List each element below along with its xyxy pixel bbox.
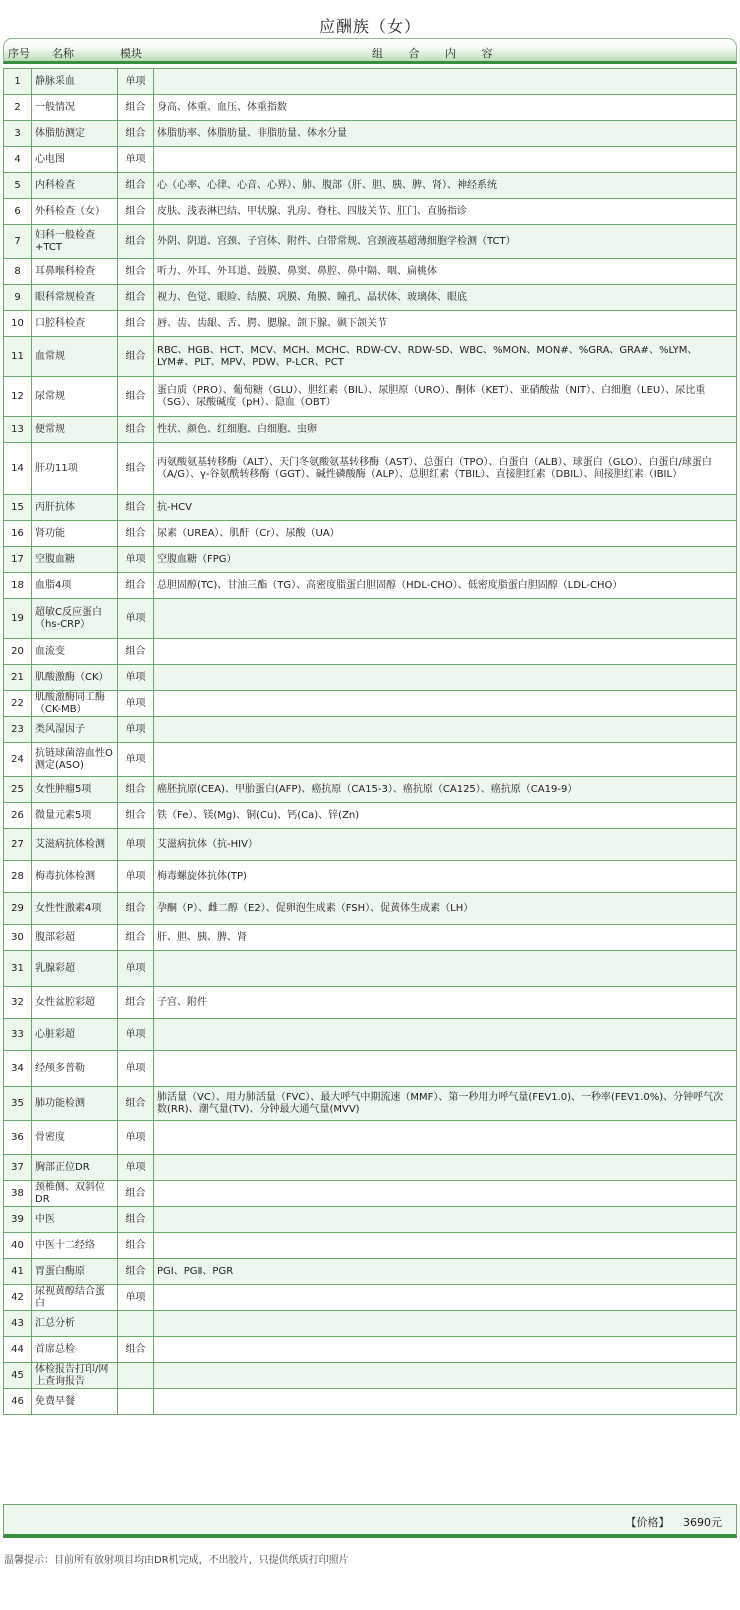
table-row (4, 599, 737, 639)
cell-content: 视力、色觉、眼睑、结膜、巩膜、角膜、瞳孔、晶状体、玻璃体、眼底 (154, 285, 737, 311)
cell-name: 空腹血糖 (32, 547, 118, 573)
cell-name: 尿常规 (32, 377, 118, 417)
table-row (4, 1207, 737, 1233)
cell-content (154, 147, 737, 173)
cell-no: 19 (4, 599, 32, 639)
table-row (4, 547, 737, 573)
cell-no: 14 (4, 443, 32, 495)
cell-type: 组合 (118, 259, 154, 285)
table-row (4, 311, 737, 337)
cell-no: 37 (4, 1155, 32, 1181)
header-no: 序号 (8, 47, 30, 60)
cell-name: 类风湿因子 (32, 717, 118, 743)
cell-no: 46 (4, 1389, 32, 1415)
cell-type: 组合 (118, 803, 154, 829)
cell-content: 蛋白质（PRO）、葡萄糖（GLU）、胆红素（BIL）、尿胆原（URO）、酮体（KET）、亚硝酸盐（NIT）、白细胞（LEU）、尿比重（SG）、尿酸碱度（pH）、隐血（OBT） (154, 377, 737, 417)
cell-type: 单项 (118, 1285, 154, 1311)
cell-name: 血流变 (32, 639, 118, 665)
cell-type: 组合 (118, 417, 154, 443)
cell-no: 45 (4, 1363, 32, 1389)
cell-name: 颈椎侧、双斜位DR (32, 1181, 118, 1207)
cell-name: 血脂4项 (32, 573, 118, 599)
cell-name: 胃蛋白酶原 (32, 1259, 118, 1285)
cell-no: 34 (4, 1051, 32, 1087)
cell-no: 4 (4, 147, 32, 173)
cell-type: 单项 (118, 691, 154, 717)
cell-content (154, 717, 737, 743)
cell-no: 17 (4, 547, 32, 573)
table-row (4, 1233, 737, 1259)
table-row (4, 147, 737, 173)
cell-no: 26 (4, 803, 32, 829)
cell-type: 组合 (118, 521, 154, 547)
cell-content (154, 691, 737, 717)
cell-no: 8 (4, 259, 32, 285)
cell-content: 子宫、附件 (154, 987, 737, 1019)
table-row (4, 665, 737, 691)
cell-content: 总胆固醇(TC)、甘油三酯（TG）、高密度脂蛋白胆固醇（HDL-CHO）、低密度脂蛋白胆固醇（LDL-CHO） (154, 573, 737, 599)
cell-type: 组合 (118, 173, 154, 199)
cell-no: 24 (4, 743, 32, 777)
cell-content (154, 1363, 737, 1389)
cell-name: 微量元素5项 (32, 803, 118, 829)
cell-content (154, 951, 737, 987)
cell-name: 梅毒抗体检测 (32, 861, 118, 893)
table-row (4, 173, 737, 199)
cell-content (154, 69, 737, 95)
table-row (4, 829, 737, 861)
cell-content: 丙氨酸氨基转移酶（ALT）、天门冬氨酸氨基转移酶（AST）、总蛋白（TPO）、白蛋白（ALB）、球蛋白（GLO）、白蛋白/球蛋白（A/G）、γ-谷氨酰转移酶（GGT）、碱性磷酸酶（ALP）、总胆红素（TBIL）、直接胆红素（DBIL）、间接胆红素（IBIL） (154, 443, 737, 495)
cell-content: 抗-HCV (154, 495, 737, 521)
cell-no: 23 (4, 717, 32, 743)
cell-content: 外阴、阴道、宫颈、子宫体、附件、白带常规、宫颈液基超薄细胞学检测（TCT） (154, 225, 737, 259)
cell-content (154, 1337, 737, 1363)
table-row (4, 495, 737, 521)
table-row (4, 199, 737, 225)
table-row (4, 639, 737, 665)
cell-content: 肺活量（VC）、用力肺活量（FVC）、最大呼气中期流速（MMF）、第一秒用力呼气量(FEV1.0)、一秒率(FEV1.0%)、分钟呼气次数(RR)、潮气量(TV)、分钟最大通气量(MVV) (154, 1087, 737, 1121)
cell-name: 乳腺彩超 (32, 951, 118, 987)
cell-type: 组合 (118, 337, 154, 377)
cell-type: 组合 (118, 573, 154, 599)
cell-name: 骨密度 (32, 1121, 118, 1155)
cell-type: 单项 (118, 665, 154, 691)
cell-type: 组合 (118, 1259, 154, 1285)
header-content: 组 合 内 容 (372, 47, 493, 60)
cell-type: 组合 (118, 1337, 154, 1363)
cell-content (154, 1389, 737, 1415)
cell-content: RBC、HGB、HCT、MCV、MCH、MCHC、RDW-CV、RDW-SD、WBC、%MON、MON#、%GRA、GRA#、%LYM、LYM#、PLT、MPV、PDW、P-LCR、PCT (154, 337, 737, 377)
table-row (4, 285, 737, 311)
cell-name: 超敏C反应蛋白（hs-CRP） (32, 599, 118, 639)
cell-no: 31 (4, 951, 32, 987)
cell-name: 丙肝抗体 (32, 495, 118, 521)
cell-type (118, 1389, 154, 1415)
table-row (4, 925, 737, 951)
cell-no: 2 (4, 95, 32, 121)
cell-content: 空腹血糖（FPG） (154, 547, 737, 573)
cell-type: 组合 (118, 95, 154, 121)
cell-name: 肌酸激酶（CK） (32, 665, 118, 691)
cell-name: 妇科一般检查+TCT (32, 225, 118, 259)
cell-name: 耳鼻喉科检查 (32, 259, 118, 285)
table-row (4, 987, 737, 1019)
cell-no: 25 (4, 777, 32, 803)
table-row (4, 521, 737, 547)
header-name: 名称 (52, 47, 74, 60)
table-row (4, 1311, 737, 1337)
cell-type (118, 1311, 154, 1337)
cell-content (154, 1207, 737, 1233)
table-row (4, 1259, 737, 1285)
cell-type: 组合 (118, 987, 154, 1019)
table-row (4, 717, 737, 743)
cell-content (154, 1051, 737, 1087)
cell-content: PGⅠ、PGⅡ、PGR (154, 1259, 737, 1285)
cell-type: 单项 (118, 1019, 154, 1051)
cell-no: 42 (4, 1285, 32, 1311)
cell-name: 一般情况 (32, 95, 118, 121)
cell-name: 眼科常规检查 (32, 285, 118, 311)
cell-no: 40 (4, 1233, 32, 1259)
table-row (4, 777, 737, 803)
table-row (4, 417, 737, 443)
cell-content (154, 599, 737, 639)
cell-name: 肝功11项 (32, 443, 118, 495)
cell-no: 11 (4, 337, 32, 377)
cell-no: 5 (4, 173, 32, 199)
package-table (3, 68, 737, 1415)
table-row (4, 743, 737, 777)
header-type: 模块 (120, 47, 142, 60)
cell-name: 肾功能 (32, 521, 118, 547)
cell-no: 12 (4, 377, 32, 417)
table-row (4, 377, 737, 417)
cell-name: 肌酸激酶同工酶（CK-MB） (32, 691, 118, 717)
table-row (4, 1363, 737, 1389)
cell-no: 7 (4, 225, 32, 259)
cell-name: 心脏彩超 (32, 1019, 118, 1051)
cell-no: 3 (4, 121, 32, 147)
cell-type: 组合 (118, 1233, 154, 1259)
cell-name: 中医十二经络 (32, 1233, 118, 1259)
cell-no: 28 (4, 861, 32, 893)
price (626, 1514, 723, 1530)
cell-name: 静脉采血 (32, 69, 118, 95)
table-row (4, 337, 737, 377)
cell-no: 44 (4, 1337, 32, 1363)
cell-type: 组合 (118, 377, 154, 417)
cell-no: 10 (4, 311, 32, 337)
cell-name: 血常规 (32, 337, 118, 377)
cell-no: 21 (4, 665, 32, 691)
cell-type: 单项 (118, 1051, 154, 1087)
cell-name: 口腔科检查 (32, 311, 118, 337)
cell-type: 组合 (118, 199, 154, 225)
cell-no: 36 (4, 1121, 32, 1155)
cell-name: 抗链球菌溶血性O测定(ASO) (32, 743, 118, 777)
cell-type: 组合 (118, 1087, 154, 1121)
cell-no: 43 (4, 1311, 32, 1337)
table-row (4, 69, 737, 95)
cell-content: 唇、齿、齿龈、舌、腭、腮腺、颌下腺、颞下颌关节 (154, 311, 737, 337)
cell-content: 体脂肪率、体脂肪量、非脂肪量、体水分量 (154, 121, 737, 147)
cell-type: 单项 (118, 951, 154, 987)
cell-type: 组合 (118, 495, 154, 521)
cell-no: 35 (4, 1087, 32, 1121)
table-row (4, 1121, 737, 1155)
cell-content: 尿素（UREA）、肌酐（Cr）、尿酸（UA） (154, 521, 737, 547)
table-row (4, 1389, 737, 1415)
cell-type: 组合 (118, 285, 154, 311)
cell-name: 女性肿瘤5项 (32, 777, 118, 803)
cell-no: 33 (4, 1019, 32, 1051)
cell-no: 27 (4, 829, 32, 861)
table-row (4, 1337, 737, 1363)
cell-no: 16 (4, 521, 32, 547)
cell-no: 32 (4, 987, 32, 1019)
cell-content (154, 1285, 737, 1311)
cell-name: 外科检查（女） (32, 199, 118, 225)
cell-name: 尿视黄醇结合蛋白 (32, 1285, 118, 1311)
cell-content (154, 1155, 737, 1181)
table-header-bar (3, 38, 737, 64)
cell-type: 单项 (118, 69, 154, 95)
cell-no: 15 (4, 495, 32, 521)
cell-type: 单项 (118, 147, 154, 173)
cell-type: 单项 (118, 717, 154, 743)
cell-name: 汇总分析 (32, 1311, 118, 1337)
cell-no: 41 (4, 1259, 32, 1285)
cell-type: 组合 (118, 225, 154, 259)
table-row (4, 691, 737, 717)
cell-type: 组合 (118, 311, 154, 337)
table-row (4, 225, 737, 259)
cell-no: 39 (4, 1207, 32, 1233)
cell-no: 9 (4, 285, 32, 311)
cell-type (118, 1363, 154, 1389)
cell-content (154, 743, 737, 777)
cell-type: 单项 (118, 861, 154, 893)
cell-name: 腹部彩超 (32, 925, 118, 951)
cell-content (154, 1311, 737, 1337)
cell-name: 女性性激素4项 (32, 893, 118, 925)
cell-content: 艾滋病抗体（抗-HIV） (154, 829, 737, 861)
table-row (4, 443, 737, 495)
cell-content: 性状、颜色、红细胞、白细胞、虫卵 (154, 417, 737, 443)
cell-content: 肝、胆、胰、脾、肾 (154, 925, 737, 951)
cell-type: 组合 (118, 925, 154, 951)
cell-content (154, 1019, 737, 1051)
cell-type: 组合 (118, 777, 154, 803)
cell-name: 便常规 (32, 417, 118, 443)
table-row (4, 803, 737, 829)
cell-name: 体脂肪测定 (32, 121, 118, 147)
cell-name: 肺功能检测 (32, 1087, 118, 1121)
table-row (4, 1285, 737, 1311)
cell-no: 18 (4, 573, 32, 599)
cell-no: 22 (4, 691, 32, 717)
cell-name: 内科检查 (32, 173, 118, 199)
cell-content: 癌胚抗原(CEA)、甲胎蛋白(AFP)、癌抗原（CA15-3）、癌抗原（CA125）、癌抗原（CA19-9） (154, 777, 737, 803)
price-label: 【价格】 (625, 1516, 670, 1529)
cell-type: 单项 (118, 743, 154, 777)
cell-content: 梅毒螺旋体抗体(TP) (154, 861, 737, 893)
cell-name: 心电图 (32, 147, 118, 173)
cell-name: 女性盆腔彩超 (32, 987, 118, 1019)
table-row (4, 951, 737, 987)
cell-content: 皮肤、浅表淋巴结、甲状腺、乳房、脊柱、四肢关节、肛门、直肠指诊 (154, 199, 737, 225)
table-row (4, 1181, 737, 1207)
table-row (4, 893, 737, 925)
cell-name: 经颅多普勒 (32, 1051, 118, 1087)
footnote: 温馨提示：目前所有放射项目均由DR机完成，不出胶片，只提供纸质打印照片 (4, 1555, 349, 1566)
cell-name: 中医 (32, 1207, 118, 1233)
table-row (4, 1019, 737, 1051)
cell-content (154, 1233, 737, 1259)
cell-content (154, 639, 737, 665)
table-row (4, 1155, 737, 1181)
cell-no: 20 (4, 639, 32, 665)
price-bar (3, 1504, 737, 1538)
cell-content (154, 1181, 737, 1207)
table-row (4, 1051, 737, 1087)
table-row (4, 95, 737, 121)
cell-content (154, 665, 737, 691)
table-row (4, 1087, 737, 1121)
cell-type: 单项 (118, 1121, 154, 1155)
cell-type: 单项 (118, 599, 154, 639)
cell-content: 心（心率、心律、心音、心界）、肺、腹部（肝、胆、胰、脾、肾）、神经系统 (154, 173, 737, 199)
cell-name: 胸部正位DR (32, 1155, 118, 1181)
cell-no: 30 (4, 925, 32, 951)
table-row (4, 121, 737, 147)
cell-no: 38 (4, 1181, 32, 1207)
table-row (4, 573, 737, 599)
cell-no: 29 (4, 893, 32, 925)
cell-type: 组合 (118, 121, 154, 147)
cell-type: 组合 (118, 893, 154, 925)
cell-content: 身高、体重、血压、体重指数 (154, 95, 737, 121)
cell-name: 艾滋病抗体检测 (32, 829, 118, 861)
page-title: 应酬族（女） (318, 17, 421, 36)
price-value: 3690元 (683, 1516, 722, 1529)
cell-name: 免费早餐 (32, 1389, 118, 1415)
cell-name: 首席总检 (32, 1337, 118, 1363)
cell-content: 铁（Fe）、镁(Mg)、铜(Cu)、钙(Ca)、锌(Zn) (154, 803, 737, 829)
cell-type: 单项 (118, 1155, 154, 1181)
cell-no: 13 (4, 417, 32, 443)
cell-name: 体检报告打印/网上查询报告 (32, 1363, 118, 1389)
table-row (4, 861, 737, 893)
cell-content: 孕酮（P）、雌二醇（E2）、促卵泡生成素（FSH）、促黄体生成素（LH） (154, 893, 737, 925)
cell-content: 听力、外耳、外耳道、鼓膜、鼻窦、鼻腔、鼻中隔、咽、扁桃体 (154, 259, 737, 285)
cell-no: 1 (4, 69, 32, 95)
cell-type: 单项 (118, 547, 154, 573)
cell-type: 组合 (118, 1207, 154, 1233)
cell-type: 组合 (118, 1181, 154, 1207)
cell-type: 组合 (118, 443, 154, 495)
cell-no: 6 (4, 199, 32, 225)
table-row (4, 259, 737, 285)
cell-type: 组合 (118, 639, 154, 665)
cell-type: 单项 (118, 829, 154, 861)
cell-content (154, 1121, 737, 1155)
